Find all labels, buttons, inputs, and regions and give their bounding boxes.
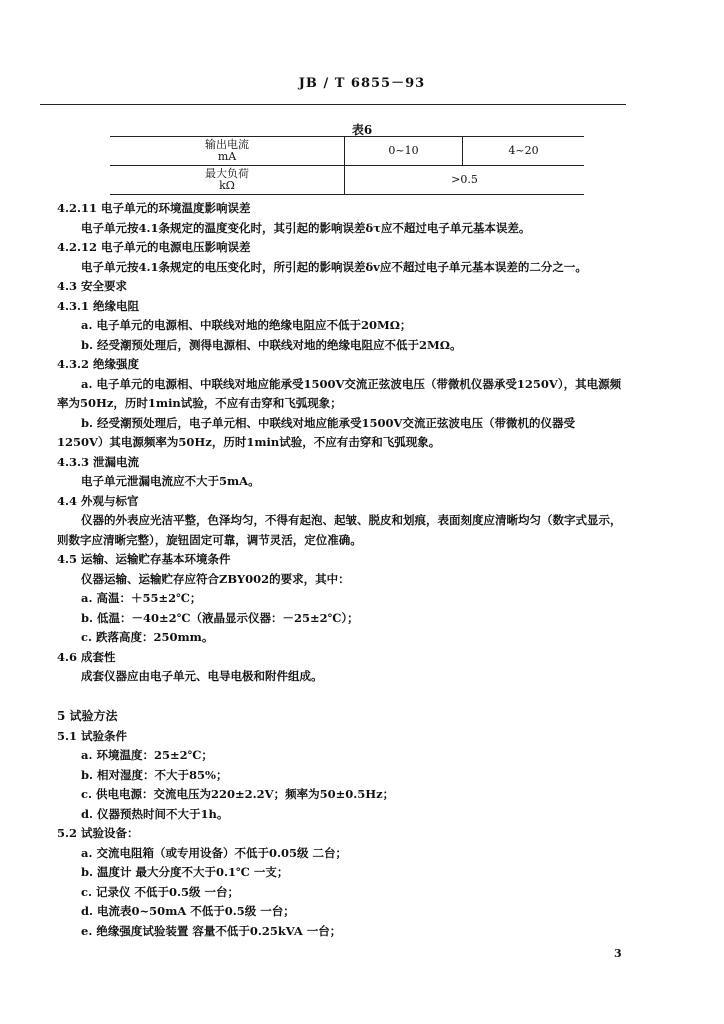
clause-heading: 4.3.3 泄漏电流 [57,455,140,469]
clause-heading: 4.2.11 电子单元的环境温度影响误差 [57,201,251,215]
clause-heading: 4.4 外观与标官 [57,494,139,508]
list-item: b. 经受潮预处理后，电子单元相、中联线对地应能承受1500V交流正弦波电压（带微机的仪器受 [81,416,575,430]
body-text: 电子单元按4.1条规定的电压变化时，所引起的影响误差δv应不超过电子单元基本误差的二分之一。 [81,260,587,274]
row-label-unit: kΩ [219,179,235,192]
table-row [110,166,584,195]
list-item: b. 相对湿度：不大于85%； [81,768,228,782]
clause-heading: 4.3 安全要求 [57,279,128,293]
table-row [110,137,584,166]
list-item-continuation: 率为50Hz，历时1min试验，不应有击穿和飞弧现象； [57,396,342,410]
table-cell: 0~10 [345,137,463,166]
table-cell-label [110,137,345,166]
list-item: a. 交流电阻箱（或专用设备）不低于0.05级 二台； [81,846,347,860]
body-text: 仪器运输、运输贮存应符合ZBY002的要求，其中： [81,572,350,586]
clause-heading: 4.5 运输、运输贮存基本环境条件 [57,552,231,566]
table-cell-label [110,166,345,195]
row-label-unit: mA [217,150,237,163]
list-item: a. 电子单元的电源相、中联线对地应能承受1500V交流正弦波电压（带微机仪器承受1250V），其电源频 [81,377,622,391]
list-item: a. 高温：＋55±2℃； [81,591,202,605]
section-heading: 5 试验方法 [57,709,118,723]
list-item-continuation: 1250V）其电源频率为50Hz，历时1min试验，不应有击穿和飞弧现象。 [57,435,441,449]
body-text: 电子单元泄漏电流应不大于5mA。 [81,474,260,488]
body-text: 仪器的外表应光洁平整，色泽均匀，不得有起泡、起皱、脱皮和划痕，表面刻度应清晰均匀（数字式显示， [81,513,622,527]
body-text-continuation: 则数字应清晰完整），旋钮固定可靠，调节灵活，定位准确。 [57,533,362,547]
clause-heading: 5.2 试验设备： [57,826,139,840]
row-label-name: 最大负荷 [205,167,249,180]
list-item: c. 记录仪 不低于0.5级 一台； [81,885,240,899]
list-item: c. 供电电源：交流电压为220±2.2V；频率为50±0.5Hz； [81,787,395,801]
list-item: d. 电流表0~50mA 不低于0.5级 一台； [81,904,295,918]
table-caption: 表6 [351,123,373,137]
body-text: 电子单元按4.1条规定的温度变化时，其引起的影响误差δτ应不超过电子单元基本误差。 [81,221,531,235]
clause-heading: 5.1 试验条件 [57,729,128,743]
list-item: a. 电子单元的电源相、中联线对地的绝缘电阻应不低于20MΩ； [81,318,412,332]
clause-heading: 4.3.1 绝缘电阻 [57,299,140,313]
list-item: e. 绝缘强度试验装置 容量不低于0.25kVA 一台； [81,924,342,938]
list-item: a. 环境温度：25±2℃； [81,748,213,762]
table-cell: >0.5 [345,166,585,195]
clause-heading: 4.6 成套性 [57,650,116,664]
list-item: b. 低温：－40±2℃（液晶显示仪器：－25±2℃）； [81,611,359,625]
table-6 [110,136,584,195]
body-text: 成套仪器应由电子单元、电导电极和附件组成。 [81,669,323,683]
list-item: d. 仪器预热时间不大于1h。 [81,807,229,821]
clause-heading: 4.2.12 电子单元的电源电压影响误差 [57,240,251,254]
list-item: c. 跌落高度：250mm。 [81,630,214,644]
page-number: 3 [614,947,622,960]
header-rule [40,104,626,105]
table-cell: 4~20 [463,137,585,166]
list-item: b. 经受潮预处理后，测得电源相、中联线对地的绝缘电阻应不低于2MΩ。 [81,338,462,352]
clause-heading: 4.3.2 绝缘强度 [57,357,140,371]
row-label-name: 输出电流 [205,138,249,151]
document-header-code: JB / T 6855－93 [298,76,426,91]
list-item: b. 温度计 最大分度不大于0.1℃ 一支； [81,865,289,879]
